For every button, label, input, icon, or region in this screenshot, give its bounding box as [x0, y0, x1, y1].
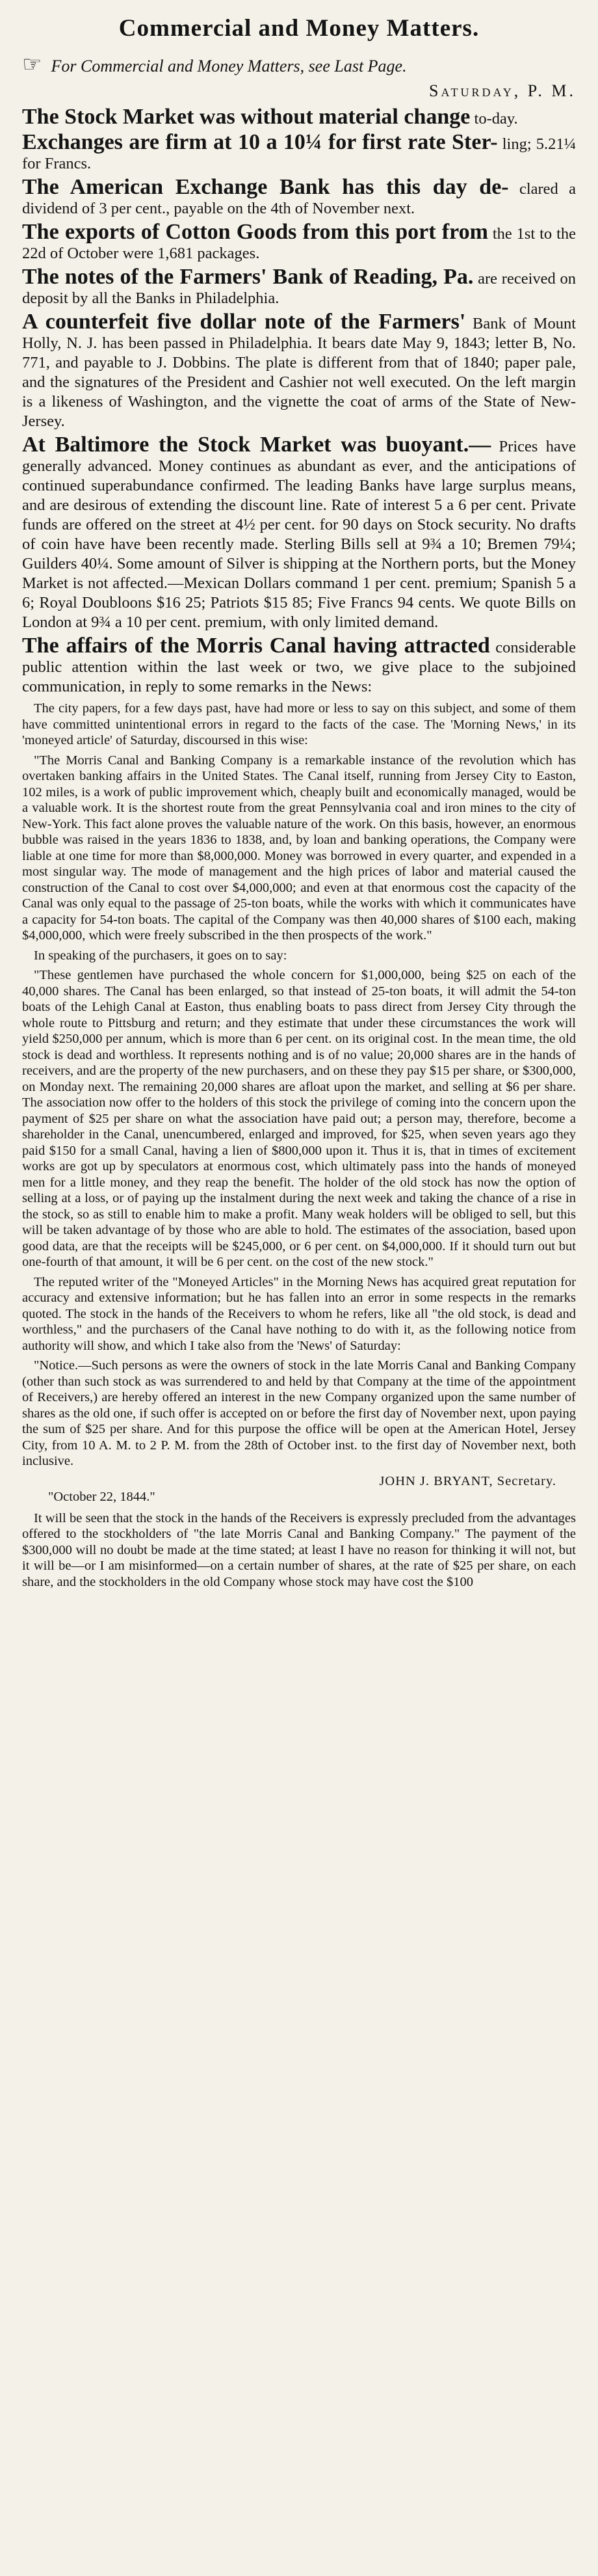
- item-body: the 1st to the 22d of October were 1,681 packages.: [22, 225, 577, 262]
- news-item: [22, 222, 576, 263]
- cross-reference: [22, 54, 576, 76]
- item-body: Bank of Mount Holly, N. J. has been passed in Philadelphia. It bears date May 9, 1843; letter B, No. 771, and payable to J. Dobbins. The plate is different from that of 1840; paper pale, and the signatures of the President and Cashier not well executed. On the left margin is a likeness of Washington, and the vignette the coat of arms of the State of New-Jersey.: [22, 315, 577, 430]
- news-item: [22, 175, 576, 219]
- letter-paragraph: In speaking of the purchasers, it goes on to say:: [34, 948, 287, 963]
- news-item: [22, 267, 576, 308]
- quoted-paragraph: "These gentlemen have purchased the whole concern for $1,000,000, being $25 on each of the 40,000 shares. The Canal has been enlarged, so that instead of 25-ton boats, it will admit the 54-ton boats of the Lehigh Canal at Easton, thus enabling boats to pass direct from Jersey City through the whole route to Pittsburg and return; and they estimate that under these circumstances the work will yield $250,000 per annum, which is more than 6 per cent. on its original cost. In the mean time, the old stock is dead and worthless. It represents nothing and is of no value; 20,000 shares are in the hands of receivers, and are the property of the new purchasers, and on these they pay $15 per share, or $300,000, on Monday next. The remaining 20,000 shares are afloat upon the market, and selling at $6 per share. The association now offer to the holders of this stock the privilege of coming into the concern upon the payment of $25 per share on what the association have paid out; a person may, therefore, become a shareholder in the Canal, unencumbered, enlarged and improved, for $25, when seven years ago they paid $150 for a small Canal, having a lien of $800,000 upon it. Thus it is, that in times of excitement works are got up by speculators at enormous cost, which ultimately pass into the hands of moneyed men for a little money, and they reap the benefit. The holder of the old stock has now the option of selling at a loss, or of paying up the instalment during the next week and taking the chance of a rise in the stock, so as still to enable him to make a profit. Many weak holders will be obliged to sell, but this will be taken advantage of by those who are able to hold. The estimates of the association, based upon good data, are that the receipts will be $245,000, or 6 per cent. on $4,000,000. If it should turn out but one-fourth of that amount, it will be 6 per cent. on the cost of the new stock.": [22, 968, 576, 1269]
- notice-signature: JOHN J. BRYANT, Secretary.: [379, 1473, 556, 1488]
- letter-paragraph: The city papers, for a few days past, have had more or less to say on this subject, and some of them have committed unintentional errors in regard to the facts of the case. The 'Morning News,' in its 'moneyed article' of Saturday, discoursed in this wise:: [22, 701, 576, 747]
- news-item: [22, 312, 576, 431]
- news-item: [22, 636, 576, 697]
- item-lead: At Baltimore the Stock Market was buoyant.—: [22, 433, 491, 457]
- dateline: Saturday, P. M.: [428, 81, 576, 100]
- item-body: clared a dividend of 3 per cent., payable on the 4th of November next.: [22, 180, 576, 217]
- item-lead: A counterfeit five dollar note of the Farmers': [22, 310, 466, 334]
- item-lead: The Stock Market was without material change: [22, 105, 471, 129]
- news-item: [22, 107, 576, 129]
- notice-paragraph: "Notice.—Such persons as were the owners of stock in the late Morris Canal and Banking Company (other than such stock as was surrendered to and held by that Company at the time of the appointment of Receivers,) are hereby offered an interest in the new Company organized upon the same number of shares as the old one, if such offer is accepted on or before the first day of November next, upon paying the sum of $25 per share. And for this purpose the office will be open at the American Hotel, Jersey City, from 10 A. M. to 2 P. M. from the 28th of October inst. to the first day of November next, both inclusive.: [22, 1358, 576, 1468]
- letter-paragraph: The reputed writer of the "Moneyed Articles" in the Morning News has acquired great reputation for accuracy and extensive information; but he has fallen into an error in some respects in the remarks quoted. The stock in the hands of the Receivers to whom he refers, like all "the old stock, is dead and worthless," and the purchasers of the Canal have nothing to do with it, as the following notice from authority will show, and which I take also from the 'News' of Saturday:: [22, 1274, 576, 1353]
- news-item: [22, 435, 576, 632]
- closing-paragraph: It will be seen that the stock in the hands of the Receivers is expressly precluded from the advantages offered to the stockholders of "the late Morris Canal and Banking Company." The payment of the $300,000 will no doubt be made at the time stated; at least I have no reason for thinking it will not, but it will be—or I am misinformed—on a certain number of shares, at the rate of $25 per share, on each share, and the stockholders in the old Company whose stock may have cost the $100: [22, 1510, 576, 1589]
- cross-reference-text: For Commercial and Money Matters, see Last Page.: [51, 57, 407, 75]
- item-lead: Exchanges are firm at 10 a 10¼ for first rate Ster-: [22, 130, 498, 154]
- item-lead: The affairs of the Morris Canal having attracted: [22, 634, 490, 658]
- item-body: Prices have generally advanced. Money continues as abundant as ever, and the anticipations of continued superabundance confirmed. The leading Banks have large surplus means, and are desirous of extending the discount line. Rate of interest 5 a 6 per cent. Private funds are offered on the street at 4½ per cent. for 90 days on Stock security. No drafts of coin have have been recently made. Sterling Bills sell at 9¾ a 10; Bremen 79¼; Guilders 40¼. Some amount of Silver is shipping at the Northern ports, but the Money Market is not affected.—Mexican Dollars command 1 per cent. premium; Spanish 5 a 6; Royal Doubloons $16 25; Patriots $15 85; Five Francs 94 cents. We quote Bills on London at 9¾ a 10 per cent. premium, with only limited demand.: [22, 438, 576, 631]
- quoted-paragraph: "The Morris Canal and Banking Company is a remarkable instance of the revolution which has overtaken banking affairs in the United States. The Canal itself, running from Jersey City to Easton, 102 miles, is a work of public improvement which, cheaply built and economically managed, would be a valuable work. It is the shortest route from the great Pennsylvania coal and iron mines to the city of New-York. This fact alone proves the valuable nature of the work. On this basis, however, an enormous bubble was raised in the years 1836 to 1838, and, by loan and banking operations, the Company were liable at one time for more than $8,000,000. Money was borrowed in every quarter, and expended in a most singular way. The mode of management and the high prices of labor and material caused the construction of the Canal to cost over $4,000,000; and even at that enormous cost the capacity of the Canal was only equal to the passage of 25-ton boats, while the works with which it communicates have a capacity for 54-ton boats. The capital of the Company was then 40,000 shares of $100 each, making $4,000,000, which were freely subscribed in the then prospects of the work.": [22, 753, 576, 943]
- section-headline: Commercial and Money Matters.: [118, 15, 480, 42]
- item-body: to-day.: [470, 110, 518, 127]
- item-body: ling; 5.21¼ for Francs.: [22, 135, 576, 172]
- item-lead: The American Exchange Bank has this day de-: [22, 175, 509, 199]
- item-lead: The notes of the Farmers' Bank of Reading, Pa.: [22, 265, 474, 289]
- pointing-hand-icon: ☞: [22, 53, 42, 77]
- item-body: considerable public attention within the last week or two, we give place to the subjoined communication, in reply to some remarks in the News:: [22, 639, 576, 695]
- news-item: [22, 130, 576, 174]
- item-lead: The exports of Cotton Goods from this port from: [22, 220, 488, 244]
- item-body: are received on deposit by all the Banks in Philadelphia.: [22, 270, 576, 307]
- notice-date: "October 22, 1844.": [48, 1490, 155, 1504]
